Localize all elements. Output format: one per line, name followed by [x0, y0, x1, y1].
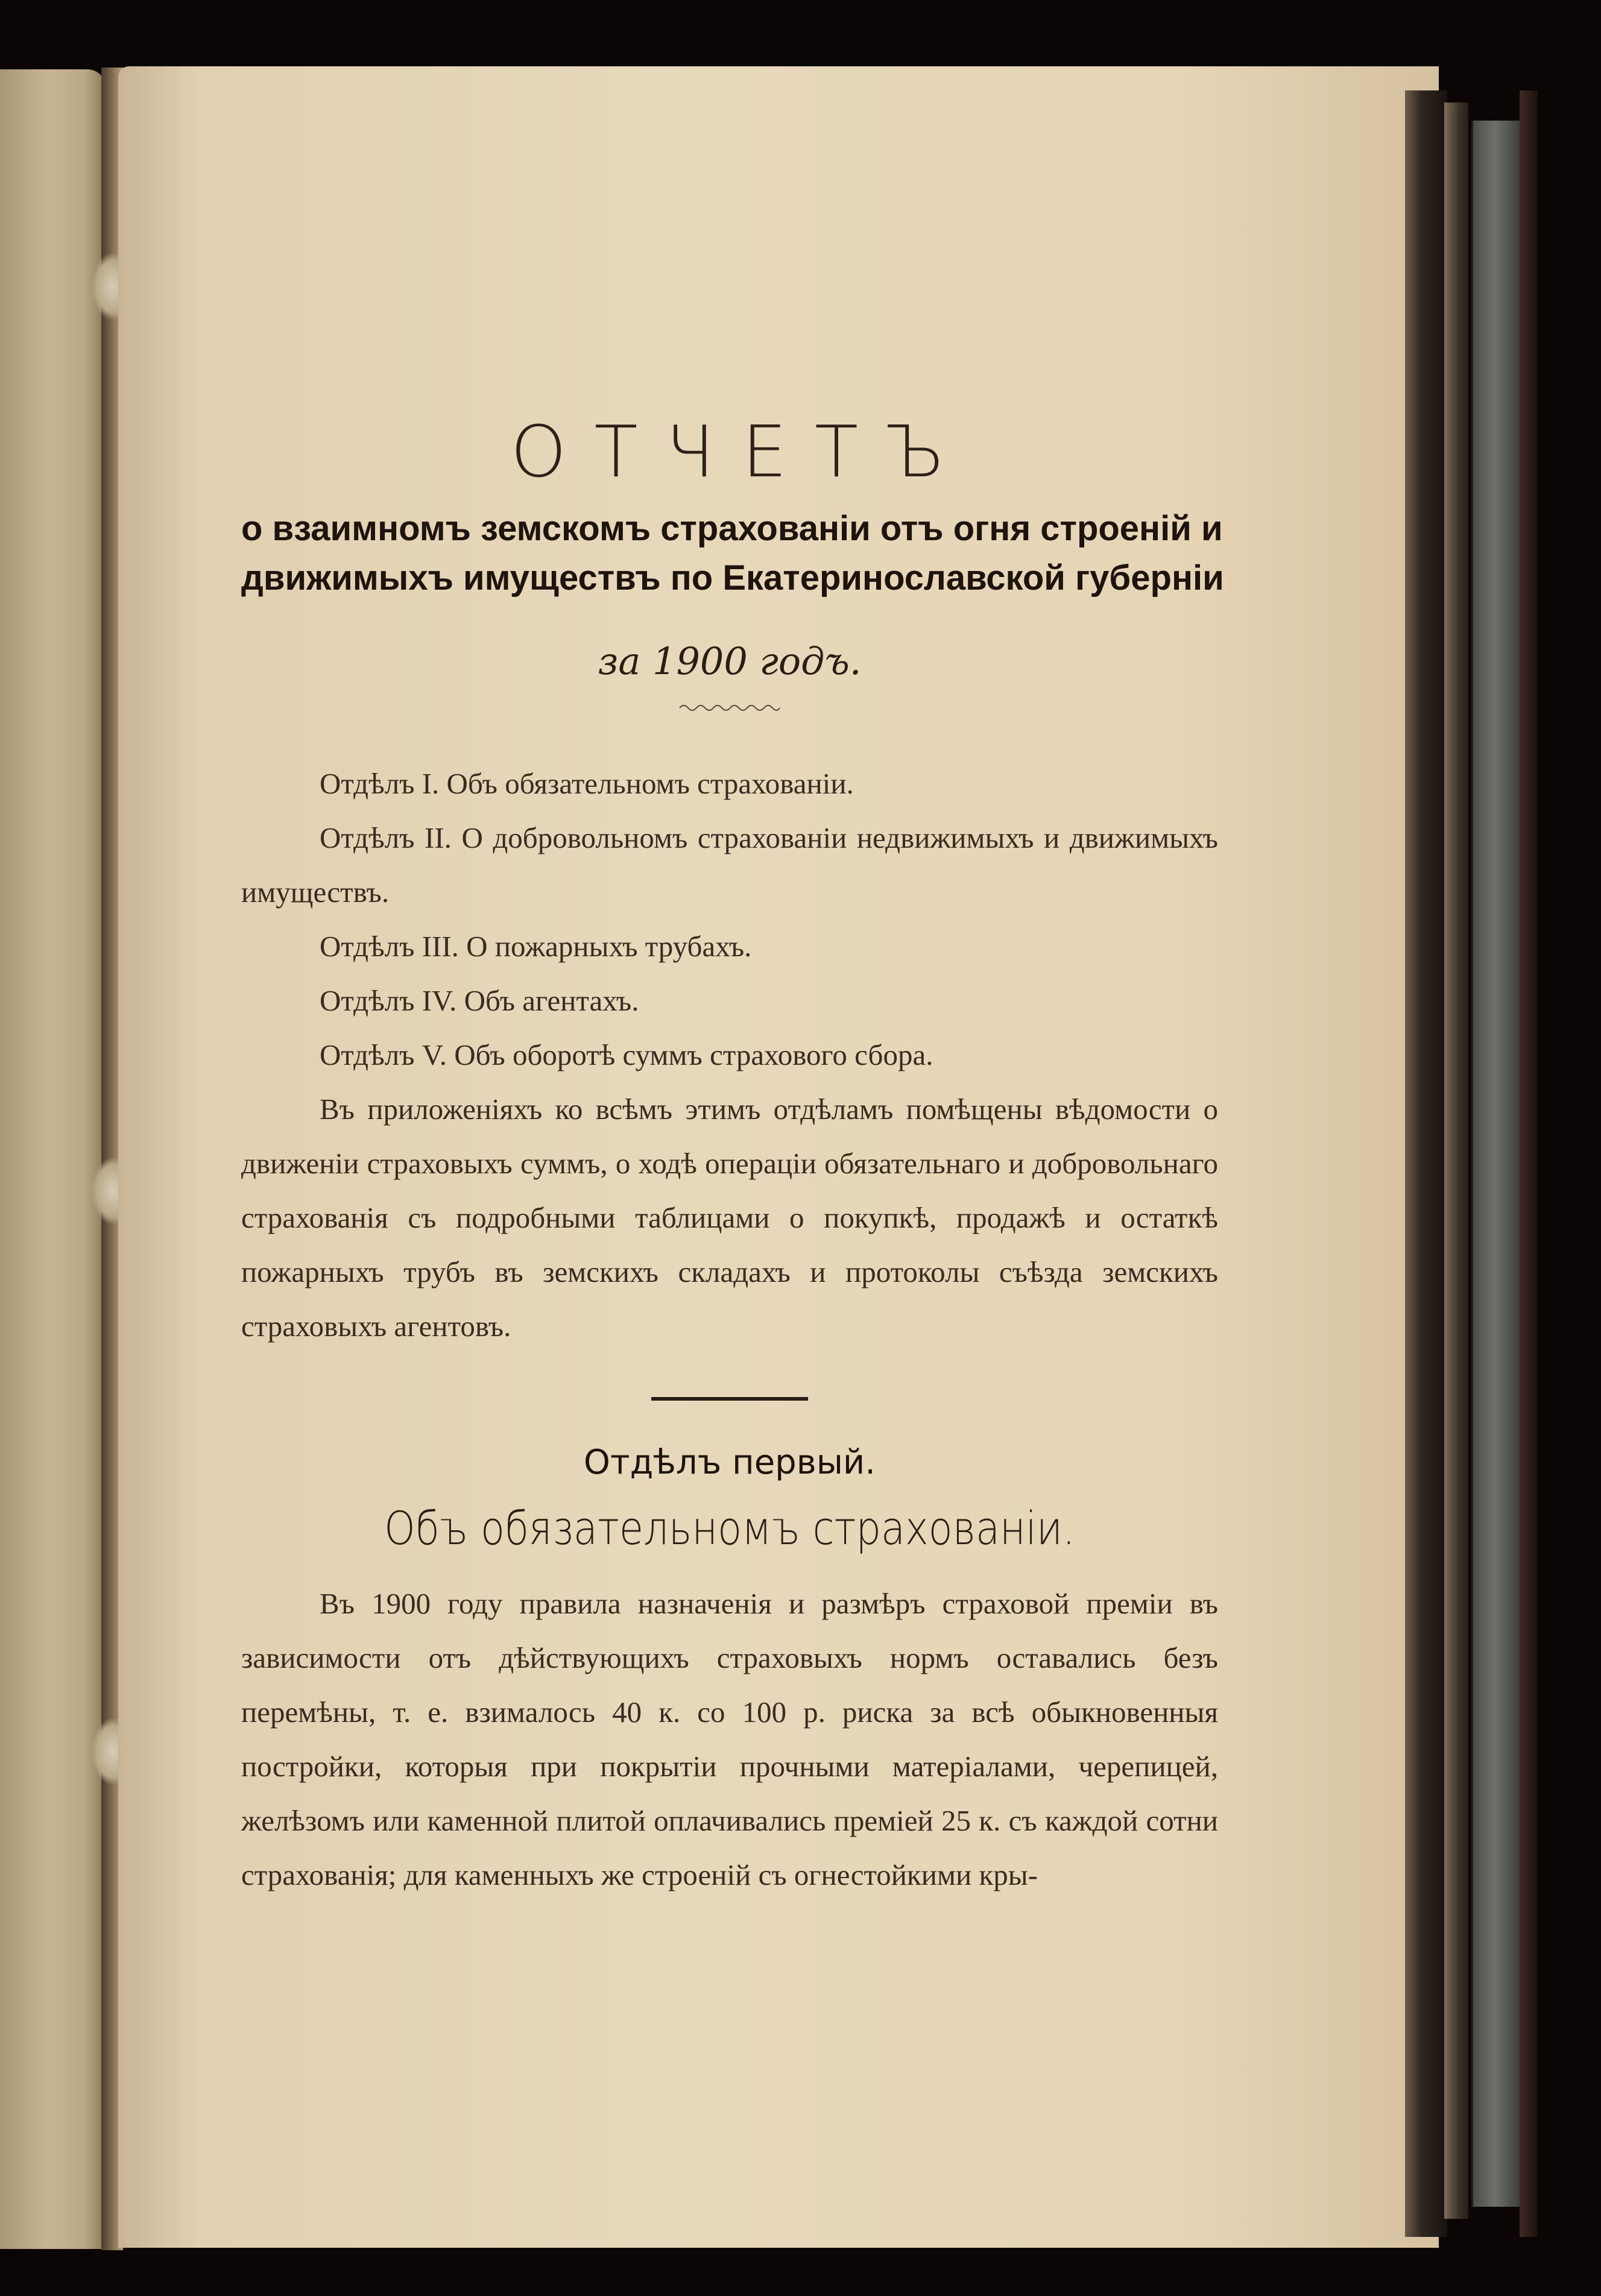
section-title: Объ обязательномъ страхованіи.	[384, 1501, 1075, 1555]
contents-item: Отдѣлъ V. Объ оборотѣ суммъ страхового сбора.	[320, 1038, 933, 1071]
contents-item: Отдѣлъ I. Объ обязательномъ страхованіи.	[320, 767, 854, 800]
ornament-divider	[678, 701, 781, 714]
document-subtitle	[241, 504, 1224, 603]
page-text	[241, 410, 1224, 1902]
contents-item: Отдѣлъ IV. Объ агентахъ.	[320, 984, 639, 1017]
document-title: ОТЧЕТЪ	[510, 410, 973, 493]
page-stack-edge	[1405, 90, 1447, 2237]
board-edge	[1444, 102, 1468, 2219]
section-paragraph: Въ 1900 году правила назначенія и размѣръ страховой преміи въ зависимости отъ дѣйствующихъ страховыхъ нормъ оставались безъ перемѣны, т. е. взималось 40 к. со 100 р. риска за всѣ обыкновенныя постройки, которыя при покрытіи прочными матеріалами, черепицей, желѣзомъ или каменной плитой оплачивались преміей 25 к. съ каждой сотни страхованія; для каменныхъ же строеній съ огнестойкими кры-	[241, 1587, 1218, 1891]
document-year: за 1900 годъ.	[598, 639, 862, 683]
appendix-paragraph: Въ приложеніяхъ ко всѣмъ этимъ отдѣламъ помѣщены вѣдомости о движеніи страховыхъ суммъ, о ходѣ операціи обязательнаго и добровольнаго страхованія съ подробными таблицами о покупкѣ, продажѣ и остаткѣ пожарныхъ трубъ въ земскихъ складахъ и протоколы съѣзда земскихъ страховыхъ агентовъ.	[241, 1093, 1218, 1343]
section-label: Отдѣлъ первый.	[583, 1443, 876, 1482]
contents-list	[241, 757, 1218, 1354]
subtitle-line: движимыхъ имуществъ по Екатеринославской губерніи	[241, 558, 1224, 598]
subtitle-line: о взаимномъ земскомъ страхованіи отъ огня строеній и	[241, 509, 1223, 548]
cover-edge	[1520, 90, 1538, 2237]
contents-item: Отдѣлъ III. О пожарныхъ трубахъ.	[320, 930, 752, 963]
contents-item: Отдѣлъ II. О добровольномъ страхованіи недвижимыхъ и движимыхъ имуществъ.	[241, 821, 1218, 909]
cover-board	[1471, 121, 1521, 2207]
left-page-edge	[0, 69, 106, 2249]
section-rule	[651, 1397, 808, 1401]
